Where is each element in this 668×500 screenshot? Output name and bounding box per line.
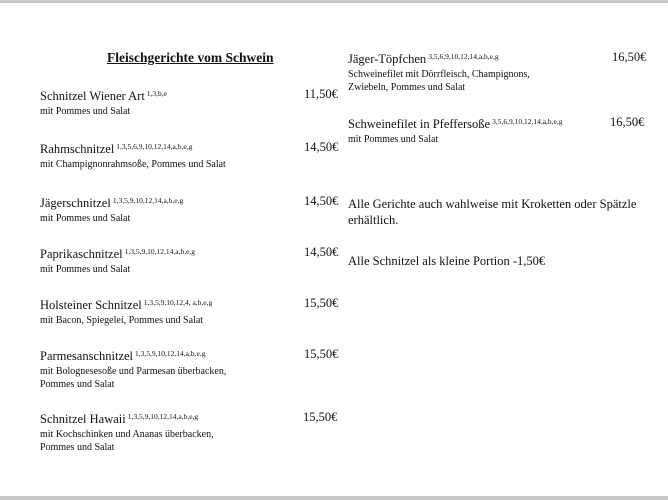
dish-name: Holsteiner Schnitzel bbox=[40, 298, 142, 312]
allergen-codes: 1,3,5,6,9,10,12,14,a,b,e,g bbox=[116, 142, 193, 151]
dish-price: 11,50€ bbox=[304, 87, 338, 101]
note-small-portion: Alle Schnitzel als kleine Portion -1,50€ bbox=[348, 254, 546, 268]
menu-item-jaeger-toepfchen bbox=[348, 50, 530, 94]
dish-description: mit Pommes und Salat bbox=[348, 134, 439, 145]
dish-name: Jäger-Töpfchen bbox=[348, 52, 427, 66]
dish-price: 14,50€ bbox=[304, 245, 339, 259]
dish-name: Jägerschnitzel bbox=[40, 196, 111, 210]
allergen-codes: 3,5,6,9,10,12,14,a,b,e,g bbox=[428, 52, 499, 61]
dish-price: 15,50€ bbox=[303, 410, 338, 424]
dish-description: mit Champignonrahmsoße, Pommes und Salat bbox=[40, 159, 226, 170]
page-bottom-border bbox=[0, 496, 668, 500]
menu-item-parmesanschnitzel bbox=[40, 347, 226, 391]
dish-description: Zwiebeln, Pommes und Salat bbox=[348, 82, 466, 93]
note-side-options: Alle Gerichte auch wahlweise mit Kroketten oder Spätzle erhältlich. bbox=[348, 197, 637, 227]
dish-price: 14,50€ bbox=[304, 140, 339, 154]
dish-name: Parmesanschnitzel bbox=[40, 349, 134, 363]
allergen-codes: 1,3,b,e bbox=[146, 89, 168, 98]
allergen-codes: 1,3,5,9,10,12,14,a,b,e,g bbox=[112, 196, 184, 205]
dish-name: Schnitzel Hawaii bbox=[40, 412, 126, 426]
dish-name: Rahmschnitzel bbox=[40, 142, 115, 156]
dish-price: 16,50€ bbox=[610, 115, 645, 129]
dish-price: 14,50€ bbox=[304, 194, 339, 208]
dish-description: Pommes und Salat bbox=[40, 379, 115, 390]
allergen-codes: 1,3,5,9,10,12,4, a,b,e,g bbox=[143, 298, 213, 307]
dish-description: mit Pommes und Salat bbox=[40, 106, 131, 117]
dish-description: Schweinefilet mit Dörrfleisch, Champignons, bbox=[348, 69, 530, 80]
dish-description: mit Bacon, Spiegelei, Pommes und Salat bbox=[40, 315, 204, 326]
menu-item-schweinefilet-pfeffersosse bbox=[348, 115, 563, 146]
dish-description: Pommes und Salat bbox=[40, 442, 115, 453]
dish-price: 15,50€ bbox=[304, 296, 339, 310]
allergen-codes: 1,3,5,9,10,12,14,a,b,e,g bbox=[135, 349, 206, 358]
allergen-codes: 1,3,5,9,10,12,14,a,b,e,g bbox=[127, 412, 199, 421]
dish-name: Schnitzel Wiener Art bbox=[40, 89, 145, 103]
menu-item-holsteiner-schnitzel bbox=[40, 296, 212, 327]
dish-description: mit Kochschinken und Ananas überbacken, bbox=[40, 429, 214, 440]
dish-description: mit Bolognesesoße und Parmesan überbacken, bbox=[40, 366, 227, 377]
allergen-codes: 1,3,5,9,10,12,14,a,b,e,g bbox=[124, 247, 196, 256]
dish-price: 16,50€ bbox=[612, 50, 647, 64]
menu-item-rahmschnitzel bbox=[40, 140, 226, 171]
dish-description: mit Pommes und Salat bbox=[40, 264, 131, 275]
page-top-border bbox=[0, 0, 668, 3]
menu-item-paprikaschnitzel bbox=[40, 245, 195, 276]
allergen-codes: 3,5,6,9,10,12,14,a,b,e,g bbox=[492, 117, 563, 126]
dish-description: mit Pommes und Salat bbox=[40, 213, 131, 224]
menu-item-schnitzel-hawaii bbox=[40, 410, 214, 454]
menu-item-jaegerschnitzel bbox=[40, 194, 183, 225]
dish-name: Paprikaschnitzel bbox=[40, 247, 123, 261]
menu-item-schnitzel-wiener-art bbox=[40, 87, 167, 118]
dish-name: Schweinefilet in Pfeffersoße bbox=[348, 117, 491, 131]
section-title: Fleischgerichte vom Schwein bbox=[107, 50, 274, 65]
dish-price: 15,50€ bbox=[304, 347, 339, 361]
